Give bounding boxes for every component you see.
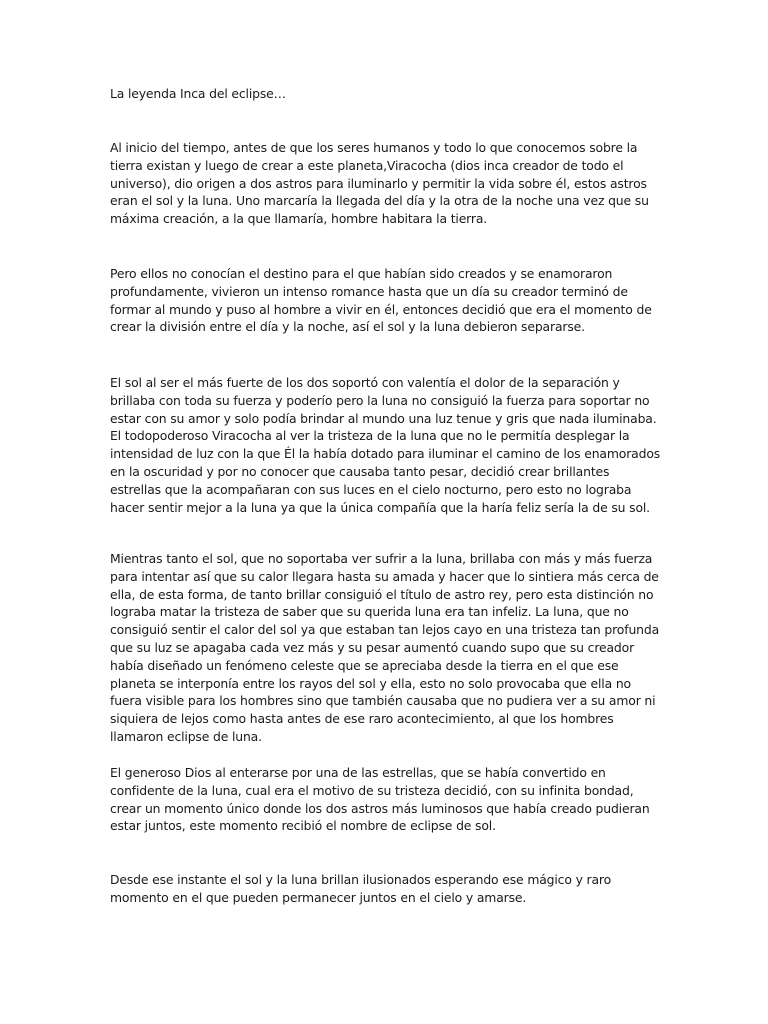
- paragraph-origin: Al inicio del tiempo, antes de que los seres humanos y todo lo que conocemos sobre la tierra existan y luego de crear a este planeta,Viracocha (dios inca creador de todo el universo), dio origen a dos astros para iluminarlo y permitir la vida sobre él, estos astros eran el sol y la luna. Uno marcaría la llegada del día y la otra de la noche una vez que su máxima creación, a la que llamaría, hombre habitara la tierra.: [110, 140, 649, 227]
- document-title: La leyenda Inca del eclipse…: [110, 86, 286, 101]
- paragraph-solar-eclipse: El generoso Dios al enterarse por una de las estrellas, que se había convertido en confidente de la luna, cual era el motivo de su tristeza decidió, con su infinita bondad, crear un momento único donde los dos astros más luminosos que había creado pudieran estar juntos, este momento recibió el nombre de eclipse de sol.: [110, 765, 650, 834]
- paragraph-moon-sadness: El sol al ser el más fuerte de los dos soportó con valentía el dolor de la separación y brillaba con toda su fuerza y poderío pero la luna no consiguió la fuerza para soportar no estar con su amor y solo podía brindar al mundo una luz tenue y gris que nada iluminaba. El todopoderoso Viracocha al ver la tristeza de la luna que no le permitía desplegar la intensidad de luz con la que Él la había dotado para iluminar el camino de los enamorados en la oscuridad y por no conocer que causaba tanto pesar, decidió crear brillantes estrellas que la acompañaran con sus luces en el cielo nocturno, pero esto no lograba hacer sentir mejor a la luna ya que la única compañía que la haría feliz sería la de su sol.: [110, 375, 661, 515]
- paragraph-separation: Pero ellos no conocían el destino para el que habían sido creados y se enamoraron profundamente, vivieron un intenso romance hasta que un día su creador terminó de formar al mundo y puso al hombre a vivir en él, entonces decidió que era el momento de crear la división entre el día y la noche, así el sol y la luna debieron separarse.: [110, 266, 652, 335]
- paragraph-ending: Desde ese instante el sol y la luna brillan ilusionados esperando ese mágico y raro momento en el que pueden permanecer juntos en el cielo y amarse.: [110, 872, 612, 905]
- paragraph-lunar-eclipse: Mientras tanto el sol, que no soportaba ver sufrir a la luna, brillaba con más y más fuerza para intentar así que su calor llegara hasta su amada y hacer que lo sintiera más cerca de ella, de esta forma, de tanto brillar consiguió el título de astro rey, pero esta distinción no lograba matar la tristeza de saber que su querida luna era tan infeliz. La luna, que no consiguió sentir el calor del sol ya que estaban tan lejos cayo en una tristeza tan profunda que su luz se apagaba cada vez más y su pesar aumentó cuando supo que su creador había diseñado un fenómeno celeste que se apreciaba desde la tierra en el que ese planeta se interponía entre los rayos del sol y ella, esto no solo provocaba que ella no fuera visible para los hombres sino que también causaba que no pudiera ver a su amor ni siquiera de lejos como hasta antes de ese raro acontecimiento, al que los hombres llamaron eclipse de luna.: [110, 551, 660, 744]
